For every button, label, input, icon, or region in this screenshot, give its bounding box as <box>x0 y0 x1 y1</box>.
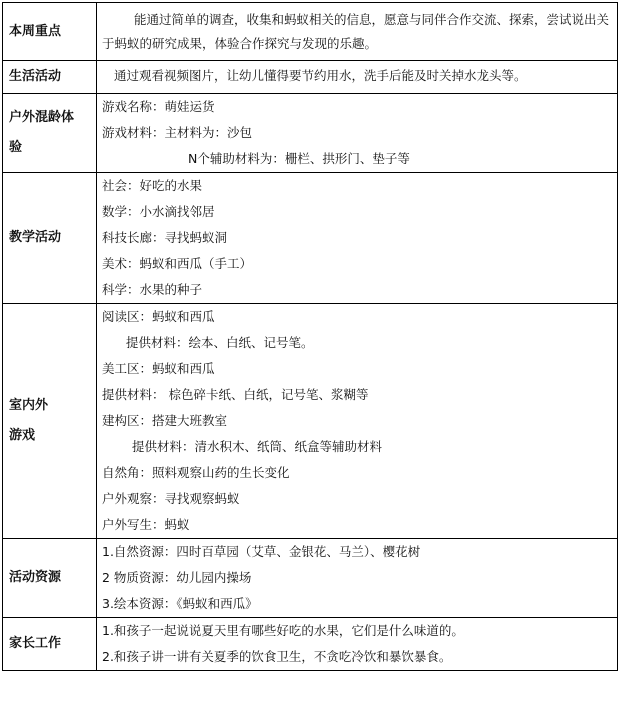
games-line: 自然角：照料观察山药的生长变化 <box>102 465 290 480</box>
focus-text: 能通过简单的调查，收集和蚂蚁相关的信息，愿意与同伴合作交流、探索，尝试说出关于蚂蚁的研究成果，体验合作探究与发现的乐趣。 <box>102 12 610 51</box>
games-label-line-2: 游戏 <box>9 428 36 443</box>
table-row <box>3 173 618 304</box>
weekly-plan-table <box>2 2 618 671</box>
resources-line: 3.绘本资源：《蚂蚁和西瓜》 <box>102 596 258 611</box>
row-label-life: 生活活动 <box>3 61 97 94</box>
row-content-outdoor <box>97 94 618 173</box>
row-label-resources: 活动资源 <box>3 539 97 618</box>
games-line: 美工区：蚂蚁和西瓜 <box>102 361 215 376</box>
games-line: 提供材料：绘本、白纸、记号笔。 <box>126 335 314 350</box>
outdoor-line: N个辅助材料为：栅栏、拱形门、垫子等 <box>188 151 410 166</box>
row-content-games <box>97 304 618 539</box>
table-row <box>3 61 618 94</box>
outdoor-label-line-1: 户外混龄体 <box>9 110 75 125</box>
life-text: 通过观看视频图片，让幼儿懂得要节约用水，洗手后能及时关掉水龙头等。 <box>114 68 527 83</box>
table-row <box>3 539 618 618</box>
games-line: 户外写生：蚂蚁 <box>102 517 190 532</box>
row-content-teaching <box>97 173 618 304</box>
outdoor-label-line-2: 验 <box>9 140 23 155</box>
table-row <box>3 304 618 539</box>
resources-line: 1.自然资源：四时百草园（艾草、金银花、马兰）、樱花树 <box>102 544 421 559</box>
teaching-line: 科技长廊：寻找蚂蚁洞 <box>102 230 228 245</box>
games-label-line-1: 室内外 <box>9 398 49 413</box>
games-line: 阅读区：蚂蚁和西瓜 <box>102 309 215 324</box>
row-content-parents <box>97 618 618 671</box>
outdoor-line: 游戏材料：主材料为：沙包 <box>102 125 253 140</box>
outdoor-line: 游戏名称：萌娃运货 <box>102 99 215 114</box>
parents-line: 2.和孩子讲一讲有关夏季的饮食卫生，不贪吃冷饮和暴饮暴食。 <box>102 649 452 664</box>
row-label-parents: 家长工作 <box>3 618 97 671</box>
resources-line: 2 物质资源：幼儿园内操场 <box>102 570 252 585</box>
games-line: 提供材料： 棕色碎卡纸、白纸，记号笔、浆糊等 <box>102 387 369 402</box>
games-line: 户外观察：寻找观察蚂蚁 <box>102 491 240 506</box>
row-label-teaching: 教学活动 <box>3 173 97 304</box>
row-label-focus: 本周重点 <box>3 3 97 61</box>
row-content-resources <box>97 539 618 618</box>
table-row <box>3 3 618 61</box>
teaching-line: 科学：水果的种子 <box>102 282 203 297</box>
row-content-life <box>97 61 618 94</box>
teaching-line: 数学：小水滴找邻居 <box>102 204 215 219</box>
table-row <box>3 94 618 173</box>
parents-line: 1.和孩子一起说说夏天里有哪些好吃的水果，它们是什么味道的。 <box>102 623 464 638</box>
row-content-focus <box>97 3 618 61</box>
row-label-games <box>3 304 97 539</box>
table-row <box>3 618 618 671</box>
row-label-outdoor <box>3 94 97 173</box>
teaching-line: 美术：蚂蚁和西瓜（手工） <box>102 256 253 271</box>
games-line: 提供材料：清水积木、纸筒、纸盒等辅助材料 <box>132 439 383 454</box>
teaching-line: 社会：好吃的水果 <box>102 178 203 193</box>
games-line: 建构区：搭建大班教室 <box>102 413 228 428</box>
